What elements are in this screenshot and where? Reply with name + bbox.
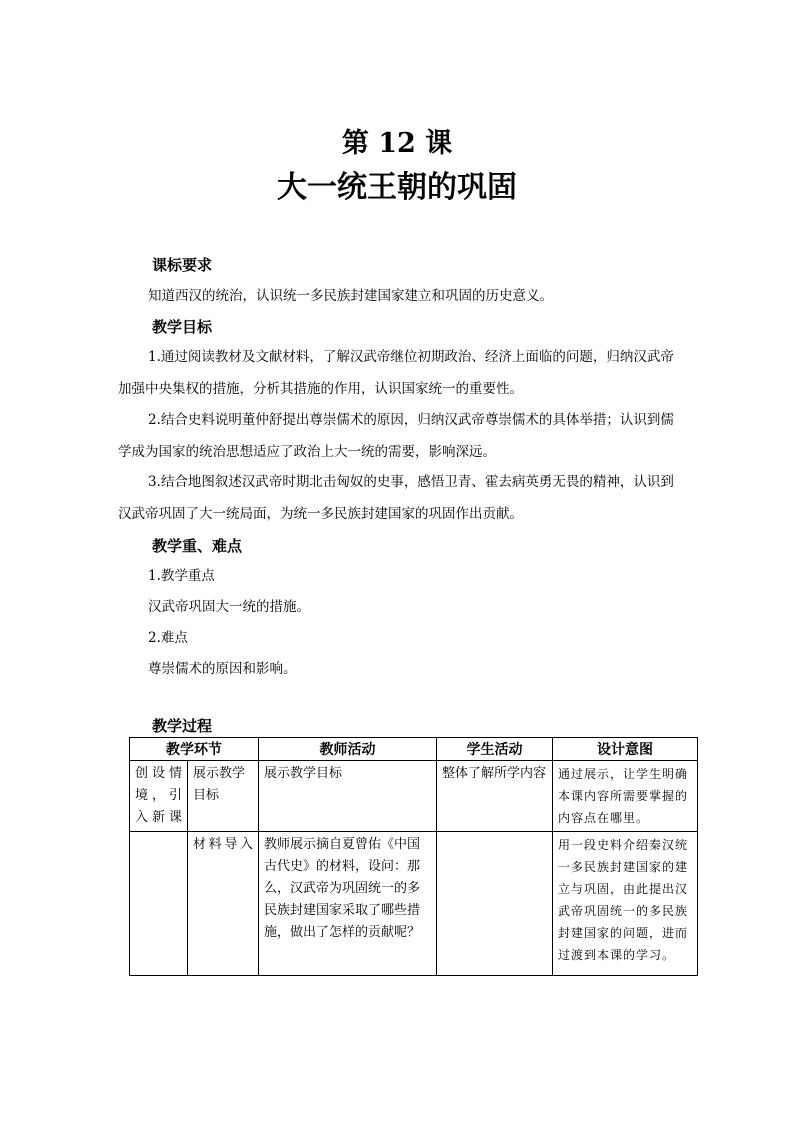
step-cell: 展示教学目标 [188, 761, 259, 832]
intent-cell: 通过展示，让学生明确本课内容所需要掌握的内容点在哪里。 [553, 761, 698, 832]
table-header-row [130, 738, 698, 761]
curriculum-heading: 课标要求 [152, 256, 213, 274]
column-header-student: 学生活动 [437, 738, 553, 761]
objective-item-3: 3.结合地图叙述汉武帝时期北击匈奴的史事，感悟卫青、霍去病英勇无畏的精神，认识到汉武帝巩固了大一统局面，为统一多民族封建国家的巩固作出贡献。 [118, 474, 674, 522]
table-row [130, 761, 698, 832]
objectives-heading: 教学目标 [152, 318, 213, 336]
student-cell [437, 832, 553, 976]
table-row [130, 832, 698, 976]
difficulty-label: 2.难点 [148, 630, 188, 646]
difficulty-text: 尊崇儒术的原因和影响。 [148, 661, 297, 677]
objective-item-2: 2.结合史料说明董仲舒提出尊崇儒术的原因，归纳汉武帝尊崇儒术的具体举措；认识到儒学成为国家的统治思想适应了政治上大一统的需要，影响深远。 [118, 412, 674, 460]
column-header-intent: 设计意图 [553, 738, 698, 761]
stage-cell [130, 832, 188, 976]
teaching-process-table [129, 737, 698, 976]
intent-cell: 用一段史料介绍秦汉统一多民族封建国家的建立与巩固，由此提出汉武帝巩固统一的多民族封建国家的问题，进而过渡到本课的学习。 [553, 832, 698, 976]
lesson-number: 第 12 课 [341, 128, 453, 159]
column-header-stage: 教学环节 [130, 738, 259, 761]
stage-cell: 创设情境，引入新课 [130, 761, 188, 832]
teacher-cell: 展示教学目标 [259, 761, 437, 832]
column-header-teacher: 教师活动 [259, 738, 437, 761]
step-cell: 材料导入 [188, 832, 259, 976]
student-cell: 整体了解所学内容 [437, 761, 553, 832]
lesson-title: 大一统王朝的巩固 [277, 170, 517, 205]
curriculum-text: 知道西汉的统治，认识统一多民族封建国家建立和巩固的历史意义。 [148, 288, 553, 304]
process-heading: 教学过程 [152, 717, 213, 735]
teacher-cell: 教师展示摘自夏曾佑《中国古代史》的材料，设问：那么，汉武帝为巩固统一的多民族封建国家采取了哪些措施，做出了怎样的贡献呢？ [259, 832, 437, 976]
objective-item-1: 1.通过阅读教材及文献材料，了解汉武帝继位初期政治、经济上面临的问题，归纳汉武帝加强中央集权的措施，分析其措施的作用，认识国家统一的重要性。 [118, 349, 674, 397]
keypoints-heading: 教学重、难点 [152, 537, 243, 555]
key-label: 1.教学重点 [148, 568, 215, 584]
key-text: 汉武帝巩固大一统的措施。 [148, 599, 310, 615]
